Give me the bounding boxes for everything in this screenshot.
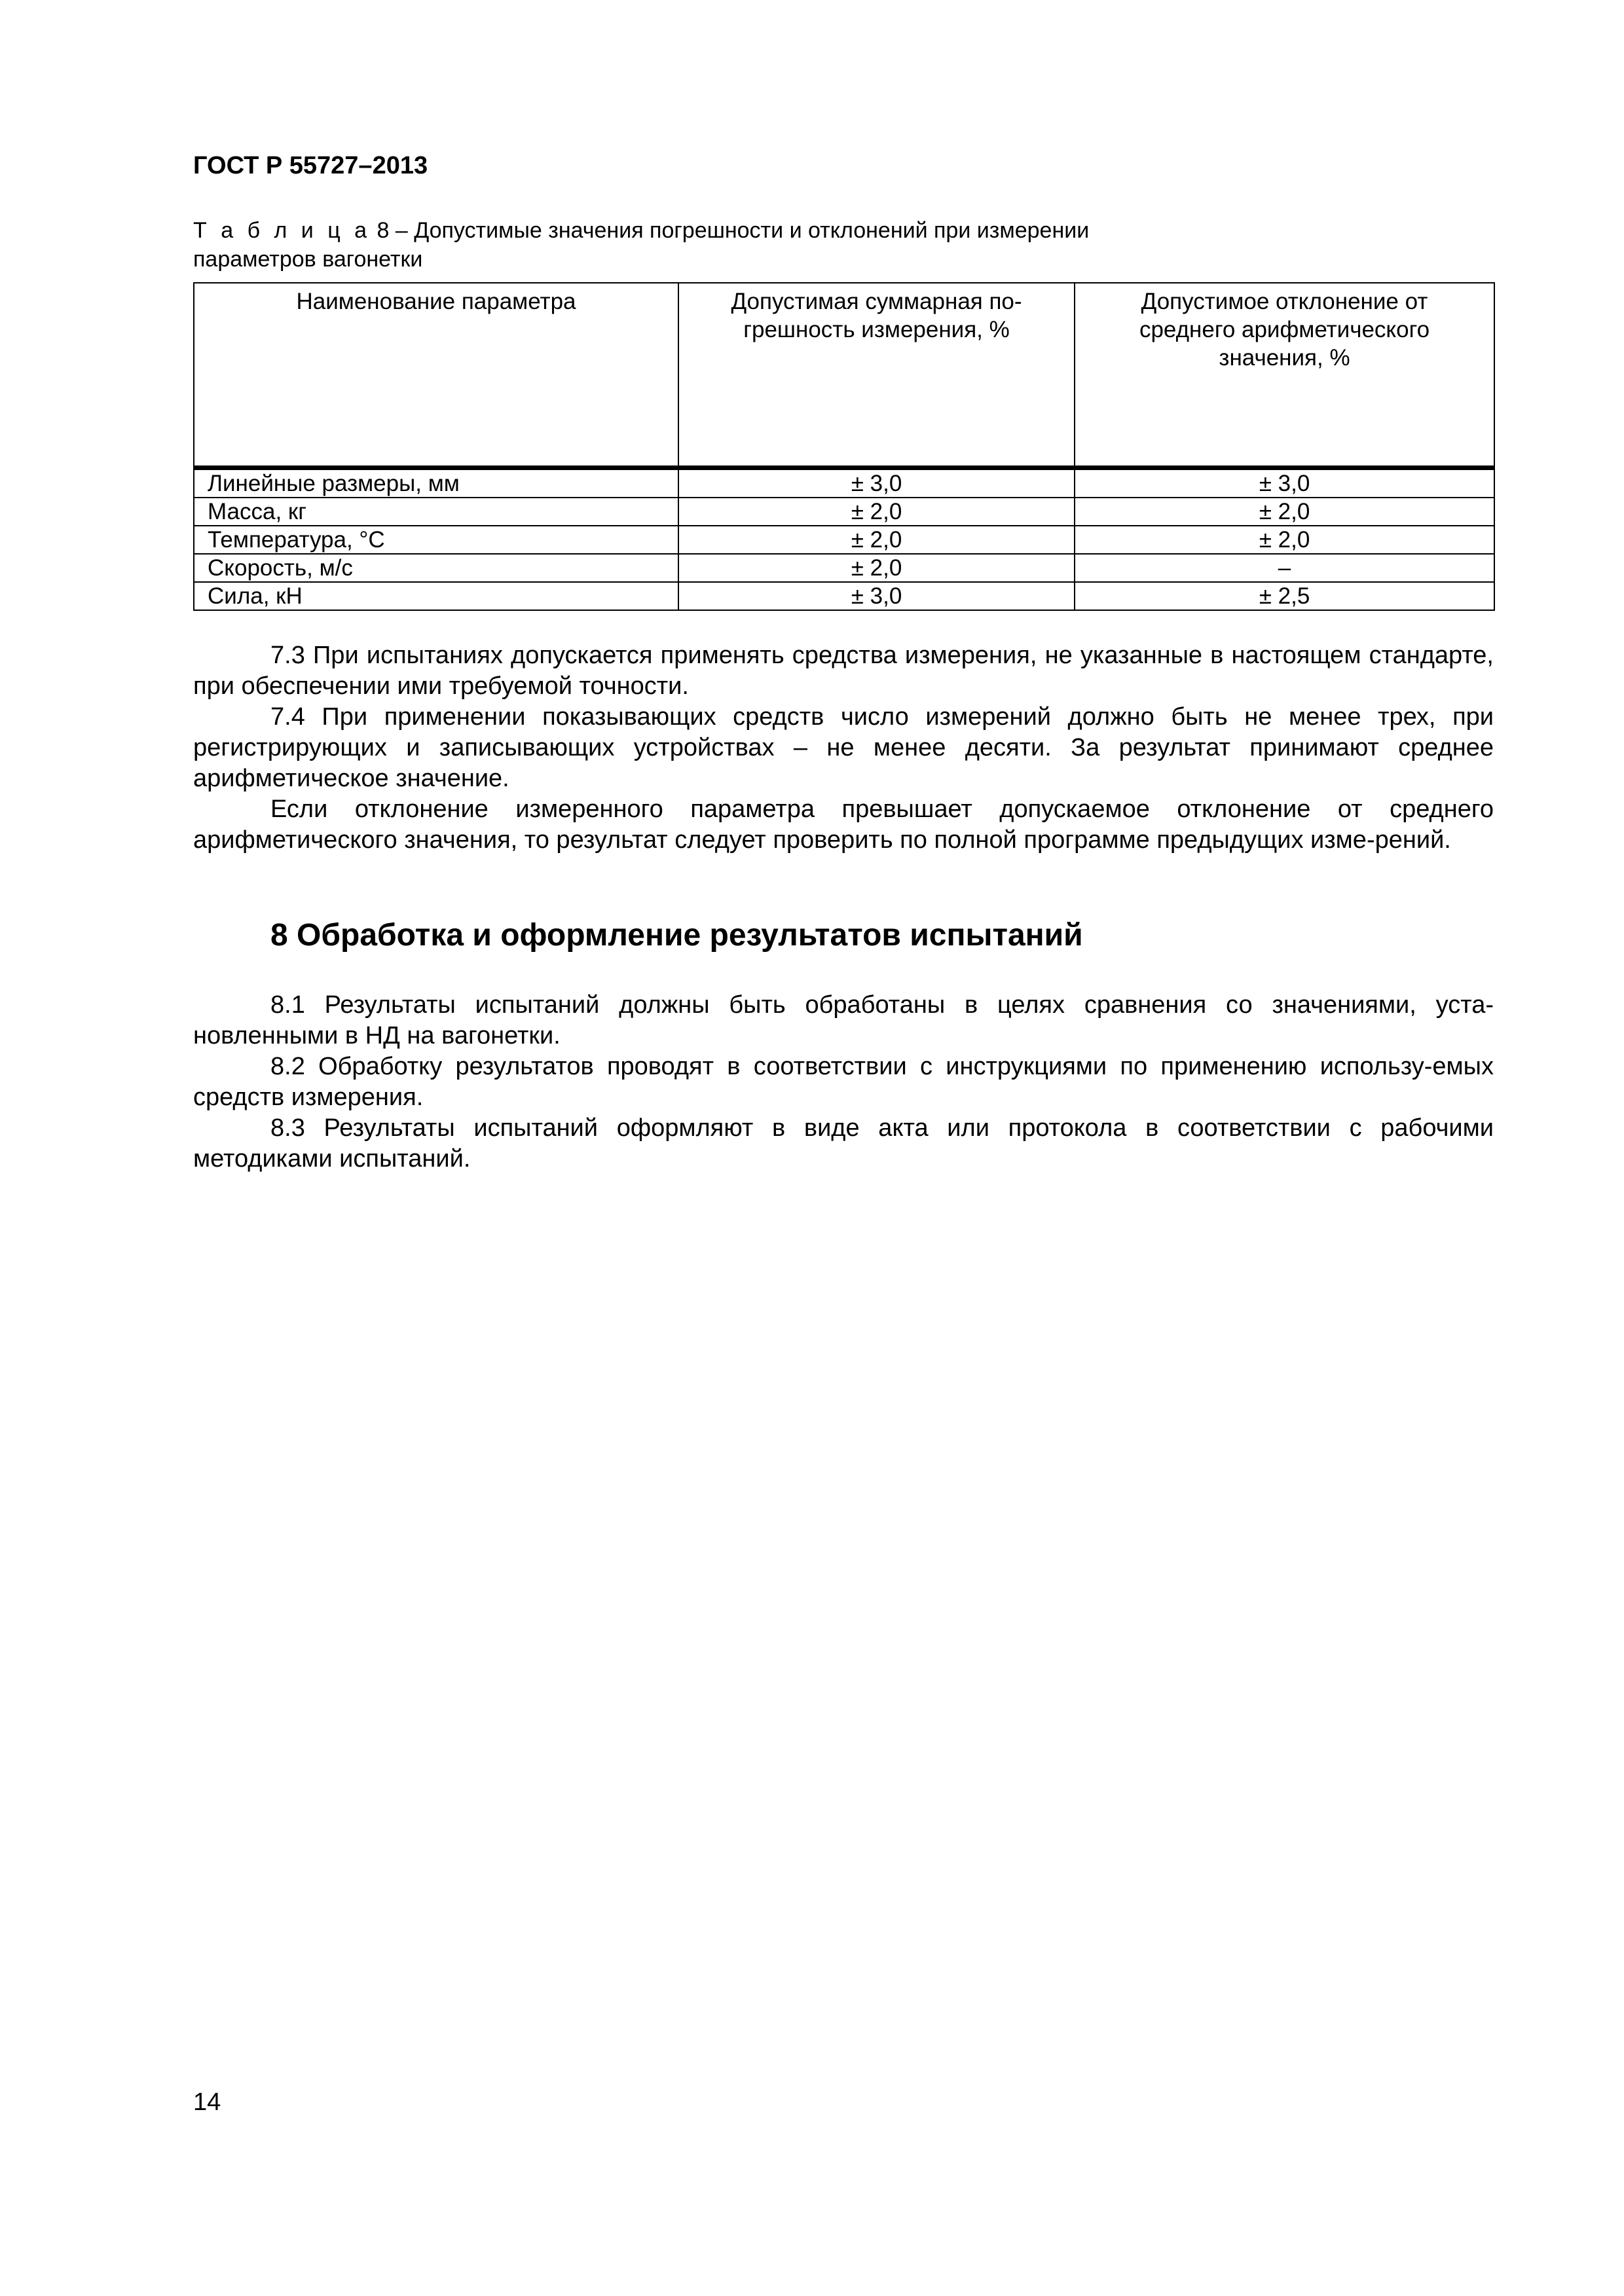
cell-measurement-error: ± 3,0 xyxy=(678,468,1075,498)
table-row xyxy=(194,582,1494,610)
section-8-text xyxy=(193,990,1494,1175)
table-row xyxy=(194,554,1494,582)
header-measurement-error: Допустимая суммарная по-грешность измерения, % xyxy=(678,283,1075,468)
paragraph-8-1: 8.1 Результаты испытаний должны быть обработаны в целях сравнения со значениями, уста-новленными в НД на вагонетки. xyxy=(193,991,1494,1049)
parameters-table xyxy=(193,282,1495,611)
cell-measurement-error: ± 3,0 xyxy=(678,582,1075,610)
cell-mean-deviation: ± 2,5 xyxy=(1075,582,1494,610)
paragraph-deviation-note: Если отклонение измеренного параметра превышает допускаемое отклонение от среднего арифметического значения, то результат следует проверить по полной программе предыдущих изме-рений. xyxy=(193,795,1494,854)
table-row xyxy=(194,468,1494,498)
document-number: ГОСТ Р 55727–2013 xyxy=(193,152,428,179)
table-caption-line1: 8 – Допустимые значения погрешности и отклонений при измерении xyxy=(371,218,1090,243)
cell-measurement-error: ± 2,0 xyxy=(678,526,1075,554)
table-caption-line2: параметров вагонетки xyxy=(193,247,423,272)
table-header-row xyxy=(194,283,1494,468)
page-number: 14 xyxy=(193,2088,221,2116)
paragraph-8-3: 8.3 Результаты испытаний оформляют в виде акта или протокола в соответствии с рабочими методиками испытаний. xyxy=(193,1114,1494,1173)
cell-measurement-error: ± 2,0 xyxy=(678,498,1075,526)
cell-parameter-name: Масса, кг xyxy=(194,498,678,526)
table-caption-label: Т а б л и ц а xyxy=(193,218,371,243)
table-row xyxy=(194,498,1494,526)
section-7-text xyxy=(193,640,1494,856)
table-row xyxy=(194,526,1494,554)
cell-parameter-name: Сила, кН xyxy=(194,582,678,610)
cell-mean-deviation: ± 3,0 xyxy=(1075,468,1494,498)
cell-parameter-name: Температура, °С xyxy=(194,526,678,554)
cell-parameter-name: Линейные размеры, мм xyxy=(194,468,678,498)
paragraph-7-3: 7.3 При испытаниях допускается применять средства измерения, не указанные в настоящем стандарте, при обеспечении ими требуемой точности. xyxy=(193,642,1494,700)
cell-parameter-name: Скорость, м/с xyxy=(194,554,678,582)
cell-measurement-error: ± 2,0 xyxy=(678,554,1075,582)
paragraph-7-4: 7.4 При применении показывающих средств число измерений должно быть не менее трех, при регистрирующих и записывающих устройствах – не менее десяти. За результат принимают среднее арифметическое значение. xyxy=(193,703,1494,792)
cell-mean-deviation: ± 2,0 xyxy=(1075,526,1494,554)
paragraph-8-2: 8.2 Обработку результатов проводят в соответствии с инструкциями по применению использу-емых средств измерения. xyxy=(193,1053,1494,1111)
cell-mean-deviation: – xyxy=(1075,554,1494,582)
header-parameter-name: Наименование параметра xyxy=(194,283,678,468)
header-mean-deviation: Допустимое отклонение от среднего арифметического значения, % xyxy=(1075,283,1494,468)
cell-mean-deviation: ± 2,0 xyxy=(1075,498,1494,526)
section-title: 8 Обработка и оформление результатов испытаний xyxy=(270,918,1083,953)
table-caption xyxy=(193,216,1175,274)
